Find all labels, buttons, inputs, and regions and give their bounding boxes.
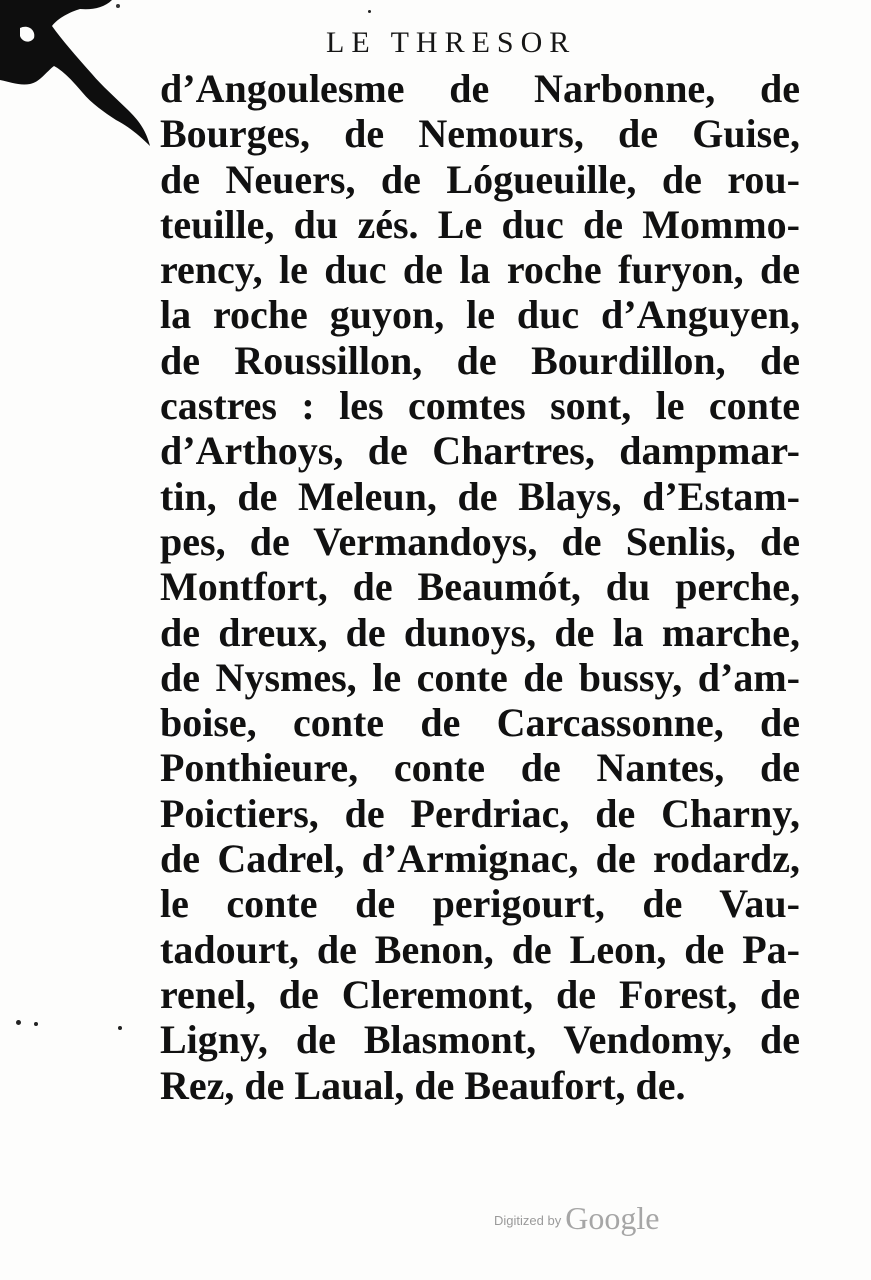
ink-speck bbox=[368, 10, 371, 13]
text-line: teuille, du zés. Le duc de Mommo- bbox=[160, 201, 800, 247]
text-line: de Cadrel, d’Armignac, de rodardz, bbox=[160, 836, 800, 882]
running-head: LE THRESOR bbox=[326, 26, 577, 59]
text-line: tadourt, de Benon, de Leon, de Pa- bbox=[160, 926, 800, 972]
text-line: Ligny, de Blasmont, Vendomy, de bbox=[160, 1017, 800, 1063]
text-line: boise, conte de Carcassonne, de bbox=[160, 700, 800, 746]
text-line: Bourges, de Nemours, de Guise, bbox=[160, 111, 800, 157]
text-line: de Nysmes, le conte de bussy, d’am- bbox=[160, 654, 800, 700]
text-line: la roche guyon, le duc d’Anguyen, bbox=[160, 292, 800, 338]
text-line: pes, de Vermandoys, de Senlis, de bbox=[160, 518, 800, 564]
text-line: d’Angoulesme de Narbonne, de bbox=[160, 66, 800, 111]
text-line: de dreux, de dunoys, de la marche, bbox=[160, 609, 800, 655]
digitized-watermark bbox=[494, 1200, 659, 1237]
text-line: de Neuers, de Lógueuille, de rou- bbox=[160, 156, 800, 202]
body-text bbox=[160, 66, 800, 1108]
text-line: le conte de perigourt, de Vau- bbox=[160, 881, 800, 927]
google-logo: Google bbox=[565, 1200, 660, 1236]
text-line: Montfort, de Beaumót, du perche, bbox=[160, 564, 800, 610]
watermark-caption: Digitized by bbox=[494, 1213, 562, 1228]
text-line: Ponthieure, conte de Nantes, de bbox=[160, 745, 800, 791]
text-line: de Roussillon, de Bourdillon, de bbox=[160, 337, 800, 383]
text-line: castres : les comtes sont, le conte bbox=[160, 383, 800, 429]
text-line: Rez, de Laual, de Beaufort, de. bbox=[160, 1062, 686, 1108]
text-line: Poictiers, de Perdriac, de Charny, bbox=[160, 790, 800, 836]
text-line: rency, le duc de la roche furyon, de bbox=[160, 247, 800, 293]
text-line: tin, de Meleun, de Blays, d’Estam- bbox=[160, 473, 800, 519]
ink-speck bbox=[34, 1022, 38, 1026]
text-line: d’Arthoys, de Chartres, dampmar- bbox=[160, 428, 800, 474]
ink-stain-mark bbox=[0, 0, 180, 180]
ink-speck bbox=[16, 1020, 21, 1025]
text-line: renel, de Cleremont, de Forest, de bbox=[160, 971, 800, 1017]
ink-speck bbox=[118, 1026, 122, 1030]
